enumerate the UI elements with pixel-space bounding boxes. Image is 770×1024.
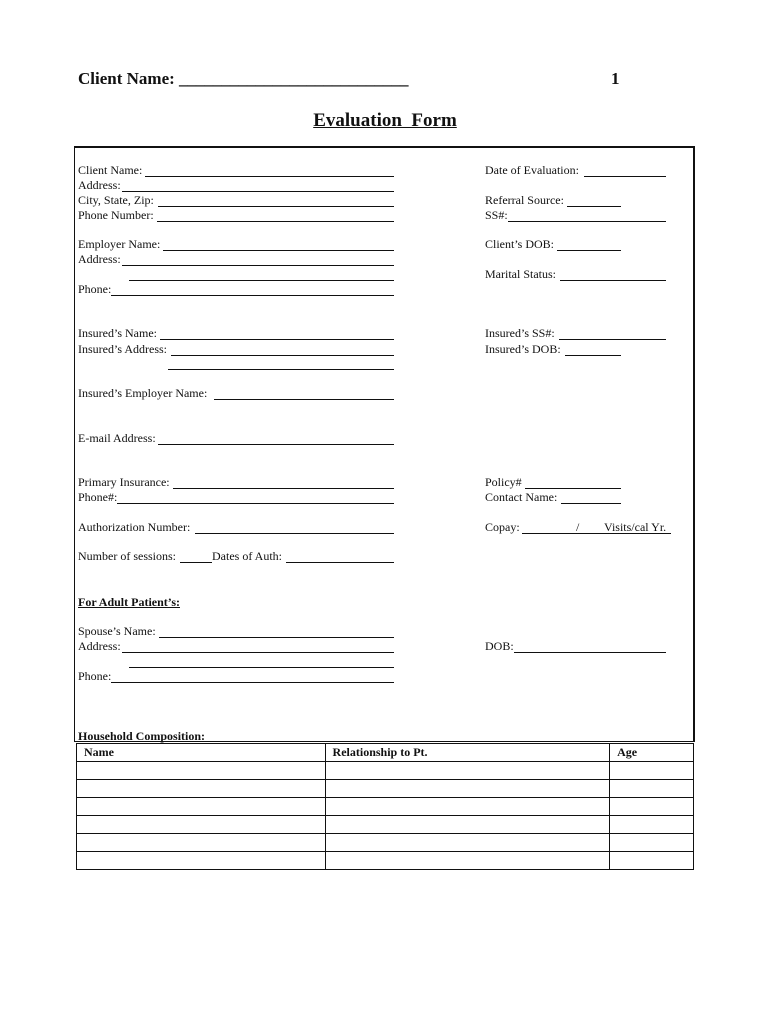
- employer-address-field[interactable]: [122, 265, 394, 266]
- employer-address-label: Address:: [78, 252, 121, 266]
- date-of-evaluation-field[interactable]: [584, 176, 666, 177]
- ssn-field[interactable]: [508, 221, 666, 222]
- insured-address-field[interactable]: [171, 355, 394, 356]
- employer-name-field[interactable]: [163, 250, 394, 251]
- spouse-address-field[interactable]: [122, 652, 394, 653]
- employer-phone-label: Phone:: [78, 282, 112, 296]
- phone-number-field[interactable]: [157, 221, 394, 222]
- client-name-field[interactable]: [145, 176, 394, 177]
- policy-field[interactable]: [525, 488, 621, 489]
- relationship-cell[interactable]: [325, 780, 610, 798]
- table-row: [77, 798, 694, 816]
- age-cell[interactable]: [610, 852, 694, 870]
- insured-ssn-label: Insured’s SS#:: [485, 326, 555, 340]
- spouse-dob-field[interactable]: [514, 652, 666, 653]
- address-label: Address:: [78, 178, 121, 192]
- insured-address-field-2[interactable]: [168, 369, 394, 370]
- name-cell[interactable]: [77, 834, 326, 852]
- number-of-sessions-label: Number of sessions:: [78, 549, 176, 563]
- client-name-label: Client Name:: [78, 163, 143, 177]
- insured-employer-field[interactable]: [214, 399, 394, 400]
- insured-dob-field[interactable]: [565, 355, 621, 356]
- authorization-number-field[interactable]: [195, 533, 394, 534]
- copay-label: Copay:: [485, 520, 520, 534]
- insured-name-field[interactable]: [160, 339, 394, 340]
- spouse-dob-label: DOB:: [485, 639, 514, 653]
- employer-name-label: Employer Name:: [78, 237, 161, 251]
- column-header-relationship: Relationship to Pt.: [325, 744, 610, 762]
- age-cell[interactable]: [610, 798, 694, 816]
- marital-status-field[interactable]: [560, 280, 666, 281]
- relationship-cell[interactable]: [325, 816, 610, 834]
- visits-cal-yr-label: Visits/cal Yr.: [604, 520, 667, 534]
- table-row: [77, 852, 694, 870]
- spouse-name-field[interactable]: [159, 637, 394, 638]
- relationship-cell[interactable]: [325, 798, 610, 816]
- spouse-phone-label: Phone:: [78, 669, 112, 683]
- form-title: Evaluation Form: [313, 110, 457, 131]
- name-cell[interactable]: [77, 852, 326, 870]
- employer-phone-field[interactable]: [111, 295, 394, 296]
- email-label: E-mail Address:: [78, 431, 156, 445]
- date-of-evaluation-label: Date of Evaluation:: [485, 163, 579, 177]
- page-number: 1: [611, 69, 620, 88]
- insurance-phone-field[interactable]: [117, 503, 394, 504]
- number-of-sessions-field[interactable]: [180, 562, 212, 563]
- employer-address-field-2[interactable]: [129, 280, 394, 281]
- column-header-age: Age: [610, 744, 694, 762]
- referral-source-field[interactable]: [567, 206, 621, 207]
- insured-name-label: Insured’s Name:: [78, 326, 157, 340]
- dates-of-auth-field[interactable]: [286, 562, 394, 563]
- age-cell[interactable]: [610, 816, 694, 834]
- name-cell[interactable]: [77, 780, 326, 798]
- insured-ssn-field[interactable]: [559, 339, 666, 340]
- table-row: [77, 816, 694, 834]
- city-state-zip-field[interactable]: [158, 206, 394, 207]
- insured-employer-label: Insured’s Employer Name:: [78, 386, 208, 400]
- phone-number-label: Phone Number:: [78, 208, 154, 222]
- relationship-cell[interactable]: [325, 762, 610, 780]
- name-cell[interactable]: [77, 762, 326, 780]
- contact-name-label: Contact Name:: [485, 490, 558, 504]
- household-header-row: [77, 744, 694, 762]
- column-header-name: Name: [77, 744, 326, 762]
- insurance-phone-label: Phone#:: [78, 490, 118, 504]
- spouse-address-field-2[interactable]: [129, 667, 394, 668]
- spouse-name-label: Spouse’s Name:: [78, 624, 156, 638]
- client-dob-label: Client’s DOB:: [485, 237, 555, 251]
- client-dob-field[interactable]: [557, 250, 621, 251]
- copay-separator: /: [576, 520, 580, 534]
- insured-address-label: Insured’s Address:: [78, 342, 167, 356]
- age-cell[interactable]: [610, 834, 694, 852]
- spouse-address-label: Address:: [78, 639, 121, 653]
- client-name-header: Client Name: ___________________________: [78, 69, 409, 88]
- city-state-zip-label: City, State, Zip:: [78, 193, 154, 207]
- table-row: [77, 834, 694, 852]
- name-cell[interactable]: [77, 816, 326, 834]
- email-field[interactable]: [158, 444, 394, 445]
- household-heading: Household Composition:: [78, 729, 206, 743]
- age-cell[interactable]: [610, 780, 694, 798]
- table-row: [77, 780, 694, 798]
- authorization-number-label: Authorization Number:: [78, 520, 191, 534]
- table-row: [77, 762, 694, 780]
- insured-dob-label: Insured’s DOB:: [485, 342, 561, 356]
- dates-of-auth-label: Dates of Auth:: [212, 549, 282, 563]
- referral-source-label: Referral Source:: [485, 193, 564, 207]
- household-table: [76, 743, 694, 870]
- age-cell[interactable]: [610, 762, 694, 780]
- ssn-label: SS#:: [485, 208, 508, 222]
- spouse-phone-field[interactable]: [111, 682, 394, 683]
- marital-status-label: Marital Status:: [485, 267, 556, 281]
- relationship-cell[interactable]: [325, 834, 610, 852]
- adult-patient-heading: For Adult Patient’s:: [78, 595, 180, 609]
- contact-name-field[interactable]: [561, 503, 621, 504]
- relationship-cell[interactable]: [325, 852, 610, 870]
- policy-label: Policy#: [485, 475, 522, 489]
- primary-insurance-label: Primary Insurance:: [78, 475, 170, 489]
- address-field[interactable]: [122, 191, 394, 192]
- name-cell[interactable]: [77, 798, 326, 816]
- primary-insurance-field[interactable]: [173, 488, 394, 489]
